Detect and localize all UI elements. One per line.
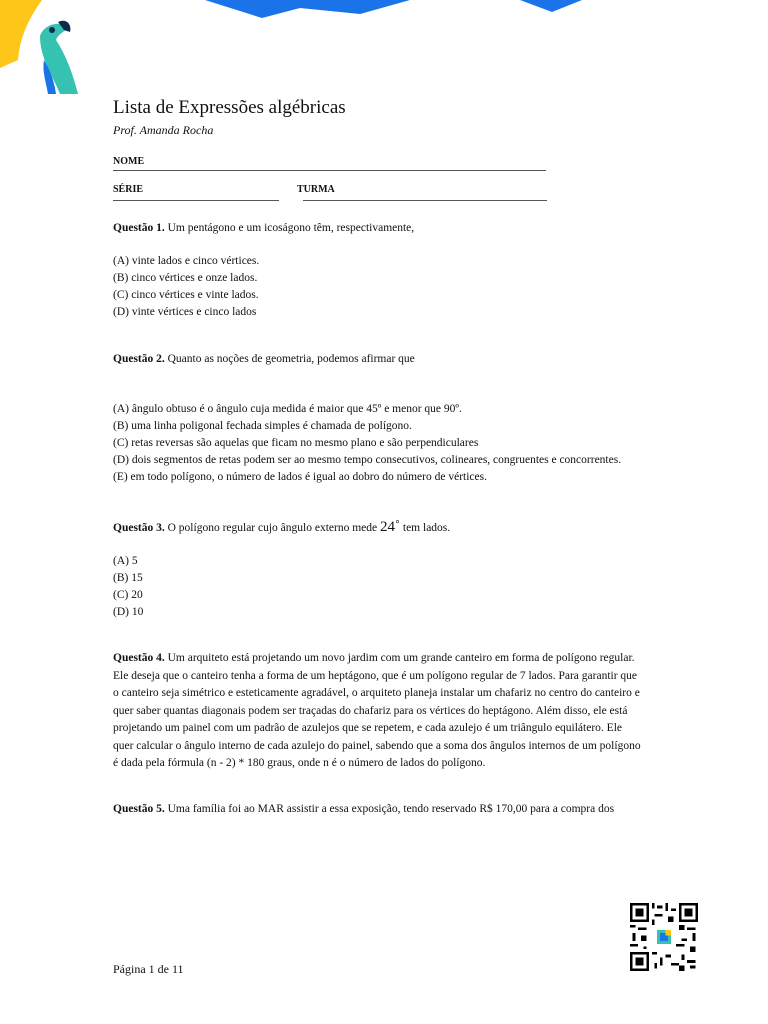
question-2-label: Questão 2.	[113, 353, 165, 365]
question-4	[113, 650, 643, 773]
question-4-text: Um arquiteto está projetando um novo jardim com um grande canteiro em forma de polígono regular. Ele deseja que o canteiro tenha a forma de um heptágono, que é um polígono regular de 7 lados. Para garantir que o canteiro seja simétrico e esteticamente agradável, o arquiteto planeja instalar um chafariz no centro do canteiro e quer saber quantas diagonais podem ser traçadas do chafariz para os vértices do heptágono. Além disso, ele está projetando um painel com um padrão de azulejos que se repetem, e cada azulejo é um triângulo equilátero. Ele quer calcular o ângulo interno de cada azulejo do painel, sabendo que a soma dos ângulos internos de um polígono é dada pela fórmula (n - 2) * 180 graus, onde n é o número de lados do polígono.	[113, 652, 641, 769]
page-number: Página 1 de 11	[113, 962, 184, 976]
parrot-logo-icon	[40, 21, 78, 94]
q3-option-d: (D) 10	[113, 606, 144, 618]
name-field[interactable]	[113, 156, 643, 184]
question-2	[113, 351, 643, 368]
question-3	[113, 519, 643, 537]
question-3-label: Questão 3.	[113, 522, 165, 534]
series-class-row	[113, 184, 643, 220]
author-name: Prof. Amanda Rocha	[113, 123, 214, 137]
q2-option-b: (B) uma linha poligonal fechada simples é chamada de polígono.	[113, 420, 412, 432]
serie-line[interactable]	[113, 200, 279, 201]
yellow-corner-shape	[0, 0, 42, 68]
question-1-label: Questão 1.	[113, 222, 165, 234]
turma-line[interactable]	[303, 200, 547, 201]
blue-wave-shape	[205, 0, 410, 18]
name-line	[113, 170, 546, 171]
question-5	[113, 801, 643, 818]
question-1-text: Um pentágono e um icoságono têm, respectivamente,	[167, 222, 415, 234]
q2-option-e: (E) em todo polígono, o número de lados é igual ao dobro do número de vértices.	[113, 471, 487, 483]
q3-option-b: (B) 15	[113, 572, 143, 584]
q3-option-c: (C) 20	[113, 589, 143, 601]
question-4-label: Questão 4.	[113, 652, 165, 664]
document-title: Lista de Expressões algébricas	[113, 97, 346, 118]
q1-option-c: (C) cinco vértices e vinte lados.	[113, 289, 259, 301]
q2-option-d: (D) dois segmentos de retas podem ser ao mesmo tempo consecutivos, colineares, congruentes e concorrentes.	[113, 454, 622, 466]
question-3-text-after: tem lados.	[402, 522, 451, 534]
question-3-text-before: O polígono regular cujo ângulo externo mede	[167, 522, 378, 534]
q3-option-a: (A) 5	[113, 555, 138, 567]
question-2-text: Quanto as noções de geometria, podemos afirmar que	[167, 353, 415, 365]
q1-option-d: (D) vinte vértices e cinco lados	[113, 306, 257, 318]
serie-label: SÉRIE	[113, 184, 144, 195]
turma-label: TURMA	[297, 184, 335, 195]
name-label: NOME	[113, 156, 145, 167]
question-5-label: Questão 5.	[113, 802, 165, 815]
question-5-text: Uma família foi ao MAR assistir a essa exposição, tendo reservado R$ 170,00 para a compra dos	[167, 802, 615, 815]
q1-option-b: (B) cinco vértices e onze lados.	[113, 272, 258, 284]
q2-option-c: (C) retas reversas são aquelas que ficam no mesmo plano e são perpendiculares	[113, 437, 479, 449]
q2-option-a: (A) ângulo obtuso é o ângulo cuja medida é maior que 45º e menor que 90º.	[113, 403, 462, 415]
question-3-angle: 24˚	[380, 519, 400, 535]
header-decoration	[0, 0, 768, 100]
blue-wave-shape-right	[520, 0, 582, 12]
q1-option-a: (A) vinte lados e cinco vértices.	[113, 255, 260, 267]
question-1	[113, 220, 643, 237]
qr-code-icon[interactable]	[630, 903, 698, 971]
document-body	[113, 96, 643, 818]
